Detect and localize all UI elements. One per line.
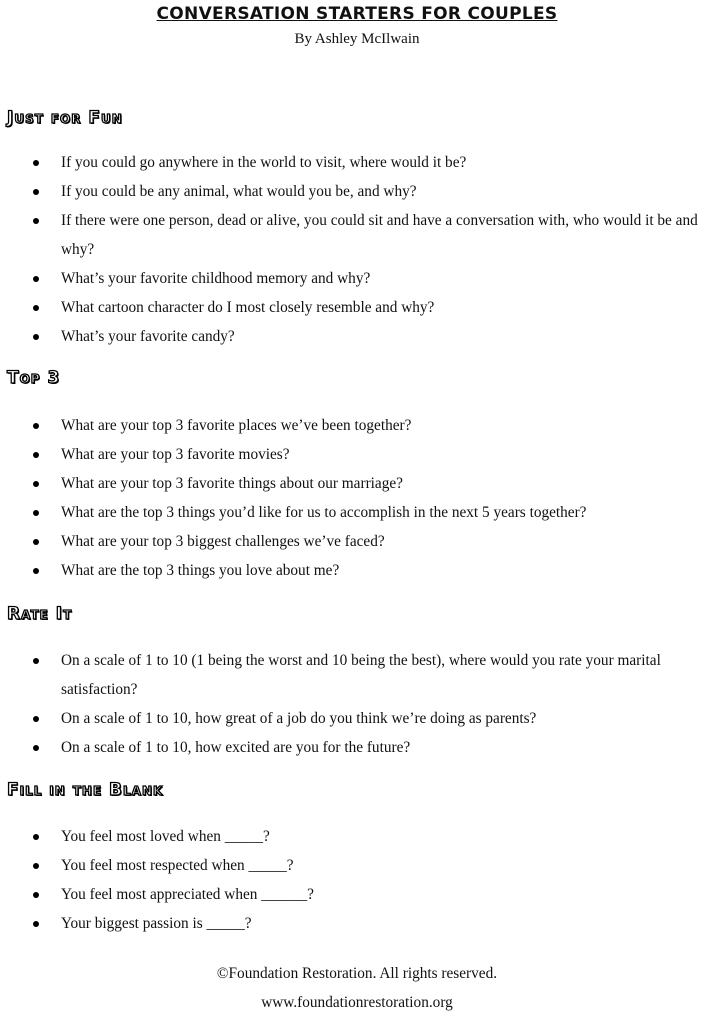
question-text: What’s your favorite candy? (61, 328, 235, 345)
bullet-icon (33, 834, 39, 840)
list-item (0, 527, 714, 556)
question-text: What are the top 3 things you love about me? (61, 562, 340, 579)
list-item (0, 880, 714, 909)
question-text: On a scale of 1 to 10, how excited are you for the future? (61, 739, 411, 756)
section-heading-rate-it: Rate It (7, 604, 73, 624)
section-heading-fill-in-the-blank: Fill in the Blank (7, 780, 164, 800)
copyright-notice: ©Foundation Restoration. All rights reserved. (216, 965, 498, 982)
bullet-icon (33, 658, 39, 664)
list-item (0, 469, 714, 498)
question-text: What are your top 3 biggest challenges we’ve faced? (61, 533, 385, 550)
bullet-icon (33, 892, 39, 898)
bullet-icon (33, 276, 39, 282)
list-item (0, 177, 714, 206)
author-byline: By Ashley McIlwain (294, 31, 420, 47)
list-item (0, 556, 714, 585)
bullet-icon (33, 510, 39, 516)
question-text: Your biggest passion is _____? (61, 915, 252, 932)
question-list-top-3 (0, 411, 714, 585)
list-item (0, 498, 714, 527)
bullet-icon (33, 568, 39, 574)
list-item (0, 646, 714, 704)
question-text: What are your top 3 favorite places we’ve been together? (61, 417, 412, 434)
question-text: On a scale of 1 to 10, how great of a job do you think we’re doing as parents? (61, 710, 537, 727)
question-text: What’s your favorite childhood memory and why? (61, 270, 371, 287)
question-text: What are your top 3 favorite movies? (61, 446, 290, 463)
question-text: If you could go anywhere in the world to visit, where would it be? (61, 154, 467, 171)
question-text: You feel most respected when _____? (61, 857, 294, 874)
question-text: If there were one person, dead or alive, you could sit and have a conversation with, who would it be and why? (61, 212, 698, 258)
list-item (0, 822, 714, 851)
list-item (0, 293, 714, 322)
question-list-rate-it (0, 646, 714, 762)
question-list-just-for-fun (0, 148, 714, 351)
question-text: You feel most loved when _____? (61, 828, 270, 845)
list-item (0, 440, 714, 469)
question-text: What are the top 3 things you’d like for us to accomplish in the next 5 years together? (61, 504, 587, 521)
list-item (0, 733, 714, 762)
question-list-fill-in-the-blank (0, 822, 714, 938)
question-text: You feel most appreciated when ______? (61, 886, 314, 903)
list-item (0, 411, 714, 440)
bullet-icon (33, 305, 39, 311)
bullet-icon (33, 452, 39, 458)
document-title: CONVERSATION STARTERS FOR COUPLES (156, 4, 558, 24)
bullet-icon (33, 423, 39, 429)
bullet-icon (33, 218, 39, 224)
bullet-icon (33, 539, 39, 545)
question-text: If you could be any animal, what would you be, and why? (61, 183, 417, 200)
question-text: What are your top 3 favorite things about our marriage? (61, 475, 403, 492)
list-item (0, 206, 714, 264)
list-item (0, 264, 714, 293)
list-item (0, 148, 714, 177)
bullet-icon (33, 745, 39, 751)
bullet-icon (33, 481, 39, 487)
bullet-icon (33, 863, 39, 869)
bullet-icon (33, 716, 39, 722)
section-heading-top-3: Top 3 (7, 368, 61, 388)
question-text: What cartoon character do I most closely resemble and why? (61, 299, 435, 316)
bullet-icon (33, 334, 39, 340)
section-heading-just-for-fun: Just for Fun (7, 108, 123, 128)
list-item (0, 322, 714, 351)
website-link[interactable]: www.foundationrestoration.org (261, 994, 453, 1011)
list-item (0, 704, 714, 733)
question-text: On a scale of 1 to 10 (1 being the worst and 10 being the best), where would you rate your marital satisfaction? (61, 652, 661, 698)
list-item (0, 909, 714, 938)
bullet-icon (33, 160, 39, 166)
bullet-icon (33, 189, 39, 195)
list-item (0, 851, 714, 880)
bullet-icon (33, 921, 39, 927)
